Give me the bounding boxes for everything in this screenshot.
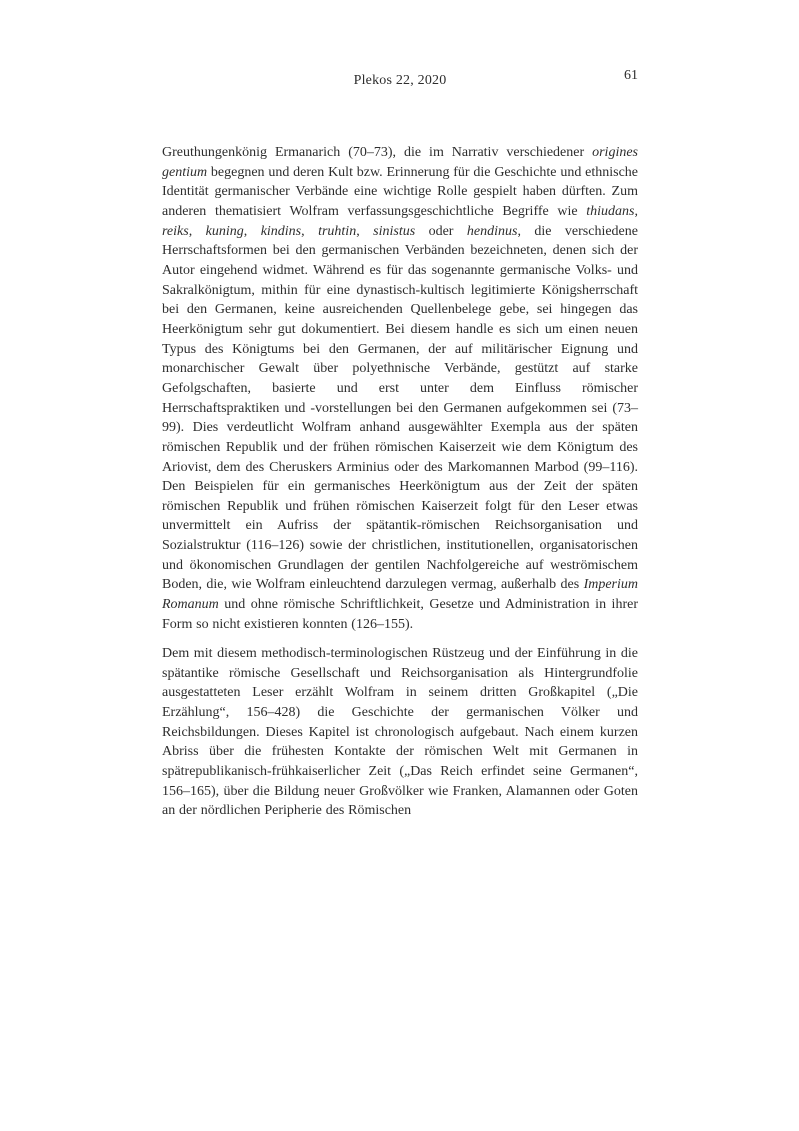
page-number: 61 bbox=[624, 68, 638, 83]
italic-term: kindins bbox=[260, 223, 302, 239]
text-run: , bbox=[634, 203, 638, 219]
text-run: begegnen und deren Kult bzw. Erinnerung für die Geschichte und ethnische Identität germanischer Verbände eine wichtige Rolle gespielt haben dürften. Zum anderen thematisiert Wolfram verfassungsgeschichtliche Begriffe wie bbox=[162, 164, 638, 219]
italic-term: truhtin bbox=[318, 223, 357, 239]
text-run: , bbox=[243, 223, 261, 239]
text-run: , bbox=[188, 223, 206, 239]
text-run: Dem mit diesem methodisch-terminologischen Rüstzeug und der Einführung in die spätantike römische Gesellschaft und Reichsorganisation als Hintergrundfolie ausgestatteten Leser erzählt Wolfram in seinem dritten Großkapitel („Die Erzählung“, 156–428) die Geschichte der germanischen Völker und Reichsbildungen. Dieses Kapitel ist chronologisch aufgebaut. Nach einem kurzen Abriss über die frühesten Kontakte der römischen Welt mit Germanen in spätrepublikanisch-frühkaiserlicher Zeit („Das Reich erfindet seine Germanen“, 156–165), über die Bildung neuer Großvölker wie Franken, Alamannen oder Goten an der nördlichen Peripherie des Römischen bbox=[162, 645, 638, 819]
paragraph bbox=[162, 143, 638, 634]
italic-term: kuning bbox=[205, 223, 244, 239]
running-head-journal-title: Plekos 22, 2020 bbox=[353, 73, 447, 88]
text-run: Greuthungenkönig Ermanarich (70–73), die im Narrativ verschiedener bbox=[162, 145, 593, 160]
italic-term: Imperium Romanum bbox=[162, 577, 638, 613]
italic-term: origines gentium bbox=[162, 145, 638, 180]
paragraph bbox=[162, 644, 638, 821]
italic-term: sinistus bbox=[373, 223, 416, 239]
italic-term: reiks bbox=[162, 223, 189, 239]
italic-term: hendinus bbox=[466, 223, 518, 239]
text-run: , die verschiedene Herrschaftsformen bei den germanischen Verbänden bezeichneten, denen sich der Autor eingehend widmet. Während es für das sogenannte germanische Volks- und Sakralkönigtum, mithin für eine dynastisch-kultisch legitimierte Königsherrschaft bei den Germanen, keine ausreichenden Quellenbelege gebe, sei hingegen das Heerkönigtum sehr gut dokumentiert. Bei diesem handle es sich um einen neuen Typus des Königtums bei den Germanen, der auf militärischer Eignung und monarchischer Gewalt über polyethnische Verbände, gestützt auf starke Gefolgschaften, basierte und erst unter dem Einfluss römischer Herrschaftspraktiken und -vorstellungen bei den Germanen aufgekommen sei (73–99). Dies verdeutlicht Wolfram anhand ausgewählter Exempla aus der späten römischen Republik und der frühen römischen Kaiserzeit wie dem Königtum des Ariovist, dem des Cheruskers Arminius oder des Markomannen Marbod (99–116). Den Beispielen für ein germanisches Heerkönigtum aus der Zeit der späten römischen Republik und frühen römischen Kaiserzeit folgt für den Leser etwas unvermittelt ein Aufriss der spätantik-römischen Reichsorganisation und Sozialstruktur (116–126) sowie der christlichen, institutionellen, organisatorischen und ökonomischen Grundlagen der gentilen Nachfolgereiche auf weströmischem Boden, die, wie Wolfram einleuchtend darzulegen vermag, außerhalb des bbox=[162, 223, 638, 593]
text-run: und ohne römische Schriftlichkeit, Gesetze und Administration in ihrer Form so nicht existieren konnten (126–155). bbox=[162, 597, 638, 632]
text-run: oder bbox=[415, 223, 467, 239]
italic-term: thiudans bbox=[586, 203, 635, 219]
text-run: , bbox=[301, 223, 319, 239]
article-body bbox=[162, 143, 638, 830]
text-run: , bbox=[356, 223, 374, 239]
